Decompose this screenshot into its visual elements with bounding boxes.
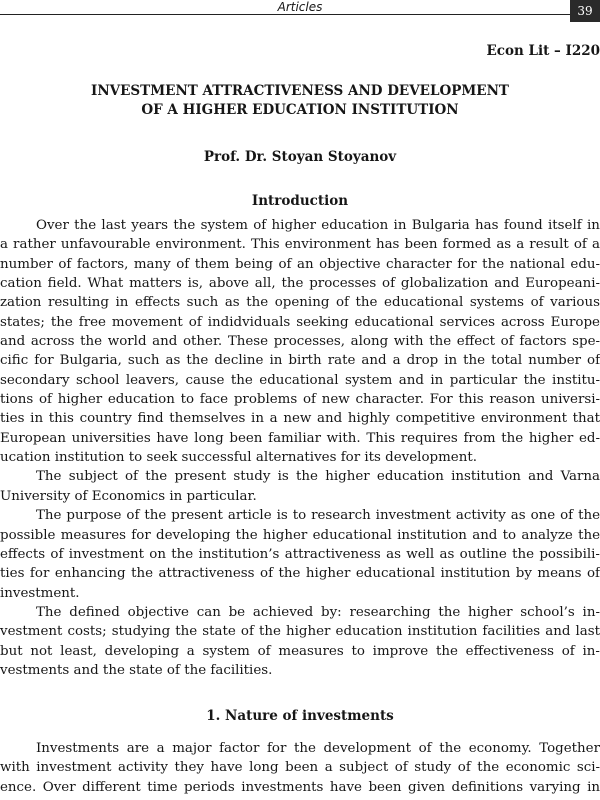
text-line: cation field. What matters is, above all, the processes of globalization and Europeani- <box>0 276 600 292</box>
section-heading-nature-of-investments: 1. Nature of investments <box>206 708 394 724</box>
article-title <box>0 82 600 120</box>
text-line: number of factors, many of them being of an objective character for the national edu- <box>0 256 600 272</box>
text-line: Over the last years the system of higher education in Bulgaria has found itself in <box>36 218 600 233</box>
page-number: 39 <box>570 0 600 22</box>
text-line: vestments and the state of the facilities. <box>0 662 273 678</box>
title-line: OF A HIGHER EDUCATION INSTITUTION <box>141 102 459 118</box>
paragraph <box>0 216 600 467</box>
text-line: states; the free movement of indidviduals seeking educational services across Europe <box>0 314 600 330</box>
author-name: Prof. Dr. Stoyan Stoyanov <box>203 149 397 165</box>
introduction-body <box>0 216 600 680</box>
text-line: The subject of the present study is the higher education institution and Varna <box>36 469 600 485</box>
text-line: tions of higher education to face problems of new character. For this reason universi- <box>0 392 600 408</box>
text-line: secondary school leavers, cause the educational system and in particular the institu- <box>0 372 600 388</box>
running-title-text: Articles <box>268 0 333 14</box>
running-title <box>0 1 600 14</box>
text-line: effects of investment on the institution’s attractiveness as well as outline the possibili- <box>0 546 600 562</box>
text-line: ties in this country find themselves in a new and highly competitive environment that <box>0 411 600 427</box>
text-line: and across the world and other. These processes, along with the effect of factors spe- <box>0 334 600 350</box>
text-line: ties for enhancing the attractiveness of the higher educational institution by means of <box>0 566 600 582</box>
paragraph <box>0 739 600 797</box>
text-line: a rather unfavourable environment. This environment has been formed as a result of a <box>0 237 600 253</box>
text-line: but not least, developing a system of measures to improve the effectiveness of in- <box>0 643 600 659</box>
text-line: Investments are a major factor for the development of the economy. Together <box>36 741 600 756</box>
text-line: University of Economics in particular. <box>0 488 257 504</box>
paragraph <box>0 506 600 603</box>
paragraph <box>0 603 600 680</box>
text-line: ucation institution to seek successful alternatives for its development. <box>0 450 477 466</box>
page-header <box>0 0 600 26</box>
text-line: vestment costs; studying the state of the higher education institution facilities and last <box>0 624 600 640</box>
jel-classification: Econ Lit – I220 <box>486 43 600 59</box>
title-line: INVESTMENT ATTRACTIVENESS AND DEVELOPMENT <box>91 83 509 99</box>
text-line: cific for Bulgaria, such as the decline in birth rate and a drop in the total number of <box>0 353 600 369</box>
nature-body <box>0 739 600 797</box>
text-line: The purpose of the present article is to research investment activity as one of the <box>36 508 600 524</box>
text-line: The defined objective can be achieved by: researching the higher school’s in- <box>36 604 600 620</box>
text-line: possible measures for developing the higher educational institution and to analyze the <box>0 527 600 543</box>
text-line: zation resulting in effects such as the opening of the educational systems of various <box>0 295 600 311</box>
section-heading-introduction: Introduction <box>251 193 349 209</box>
text-line: investment. <box>0 585 80 601</box>
text-line: ence. Over different time periods investments have been given definitions varying in <box>0 779 600 795</box>
text-line: European universities have long been familiar with. This requires from the higher ed- <box>0 430 600 446</box>
paragraph <box>0 467 600 506</box>
header-rule <box>0 14 570 15</box>
text-line: with investment activity they have long been a subject of study of the economic sci- <box>0 760 600 776</box>
